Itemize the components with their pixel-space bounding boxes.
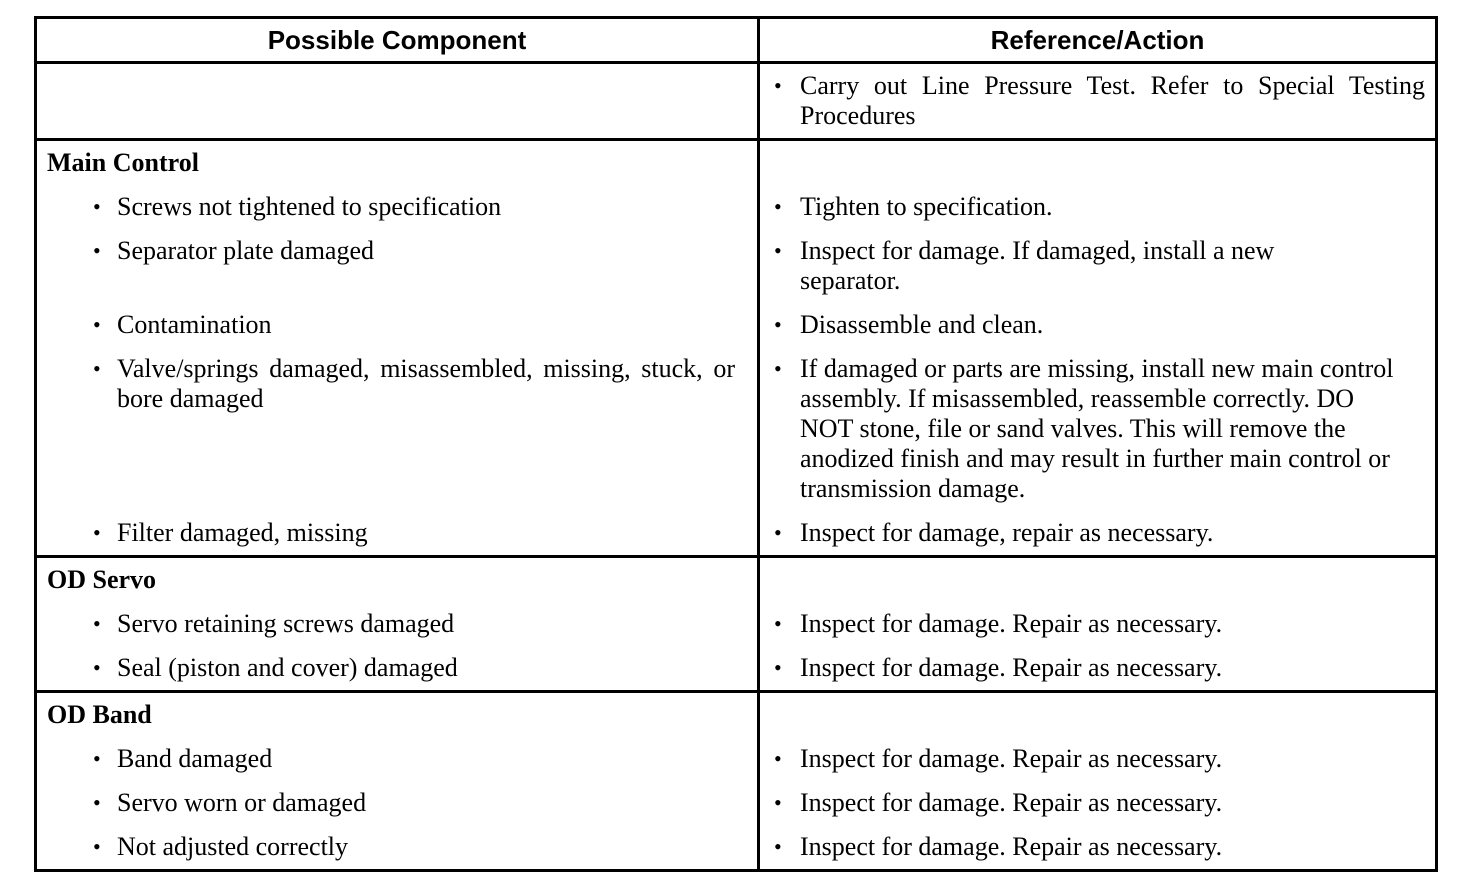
- section-title: OD Servo: [47, 565, 157, 594]
- component-item: • Screws not tightened to specification: [93, 192, 502, 221]
- bullet-icon: •: [774, 790, 782, 815]
- bullet-icon: •: [774, 746, 782, 771]
- table-row: [36, 737, 1437, 781]
- table-row: [36, 63, 1437, 140]
- header-reference-action: Reference/Action: [759, 18, 1437, 63]
- bullet-icon: •: [774, 194, 782, 219]
- bullet-icon: •: [93, 194, 101, 219]
- component-item: • Servo worn or damaged: [93, 788, 367, 817]
- table-row: [36, 602, 1437, 646]
- action-item: • Inspect for damage. If damaged, install a new separator.: [774, 236, 1275, 295]
- action-item: • Carry out Line Pressure Test. Refer to Special Testing Procedures: [774, 71, 1425, 130]
- action-item: • Inspect for damage. Repair as necessary.: [774, 788, 1223, 817]
- section-title-row: [36, 140, 1437, 186]
- bullet-icon: •: [93, 312, 101, 337]
- component-item: • Contamination: [93, 310, 272, 339]
- component-cell: [36, 140, 759, 186]
- section-title-row: [36, 557, 1437, 603]
- bullet-icon: •: [93, 834, 101, 859]
- table-row: [36, 229, 1437, 303]
- bullet-icon: •: [774, 356, 782, 381]
- action-item: • Inspect for damage. Repair as necessary.: [774, 609, 1223, 638]
- table-row: [36, 303, 1437, 347]
- table-row: [36, 781, 1437, 825]
- bullet-icon: •: [774, 312, 782, 337]
- action-item: • Inspect for damage, repair as necessary.: [774, 518, 1214, 547]
- bullet-icon: •: [93, 611, 101, 636]
- action-item: • Inspect for damage. Repair as necessary.: [774, 744, 1223, 773]
- bullet-icon: •: [774, 520, 782, 545]
- section-title-row: [36, 692, 1437, 738]
- section-title: OD Band: [47, 700, 152, 729]
- table-row: [36, 825, 1437, 871]
- component-item: • Separator plate damaged: [93, 236, 374, 265]
- header-row: [36, 18, 1437, 63]
- component-item: • Servo retaining screws damaged: [93, 609, 455, 638]
- section-title: Main Control: [47, 148, 199, 177]
- header-possible-component: Possible Component: [36, 18, 759, 63]
- action-cell: [759, 140, 1437, 186]
- component-item: • Filter damaged, missing: [93, 518, 368, 547]
- action-cell: [759, 63, 1437, 140]
- bullet-icon: •: [93, 746, 101, 771]
- component-item: • Seal (piston and cover) damaged: [93, 653, 458, 682]
- action-item: • Inspect for damage. Repair as necessary.: [774, 832, 1223, 861]
- bullet-icon: •: [774, 238, 782, 263]
- bullet-icon: •: [93, 356, 101, 381]
- bullet-icon: •: [93, 238, 101, 263]
- table-row: [36, 185, 1437, 229]
- diagnosis-table: [34, 16, 1438, 872]
- component-item: • Valve/springs damaged, misassembled, missing, stuck, or bore damaged: [93, 354, 735, 413]
- action-item: • If damaged or parts are missing, install new main control assembly. If misassembled, reassemble correctly. DO NOT stone, file or sand valves. This will remove the anodized finish and may result in further main control or transmission damage.: [774, 354, 1394, 503]
- action-item: • Inspect for damage. Repair as necessary.: [774, 653, 1223, 682]
- table-row: [36, 511, 1437, 557]
- table-row: [36, 347, 1437, 511]
- bullet-icon: •: [774, 655, 782, 680]
- component-item: • Not adjusted correctly: [93, 832, 349, 861]
- bullet-icon: •: [93, 790, 101, 815]
- action-item: • Disassemble and clean.: [774, 310, 1044, 339]
- action-item: • Tighten to specification.: [774, 192, 1053, 221]
- bullet-icon: •: [93, 655, 101, 680]
- component-cell: [36, 63, 759, 140]
- component-item: • Band damaged: [93, 744, 273, 773]
- bullet-icon: •: [774, 73, 782, 98]
- bullet-icon: •: [774, 834, 782, 859]
- table-row: [36, 646, 1437, 692]
- bullet-icon: •: [93, 520, 101, 545]
- bullet-icon: •: [774, 611, 782, 636]
